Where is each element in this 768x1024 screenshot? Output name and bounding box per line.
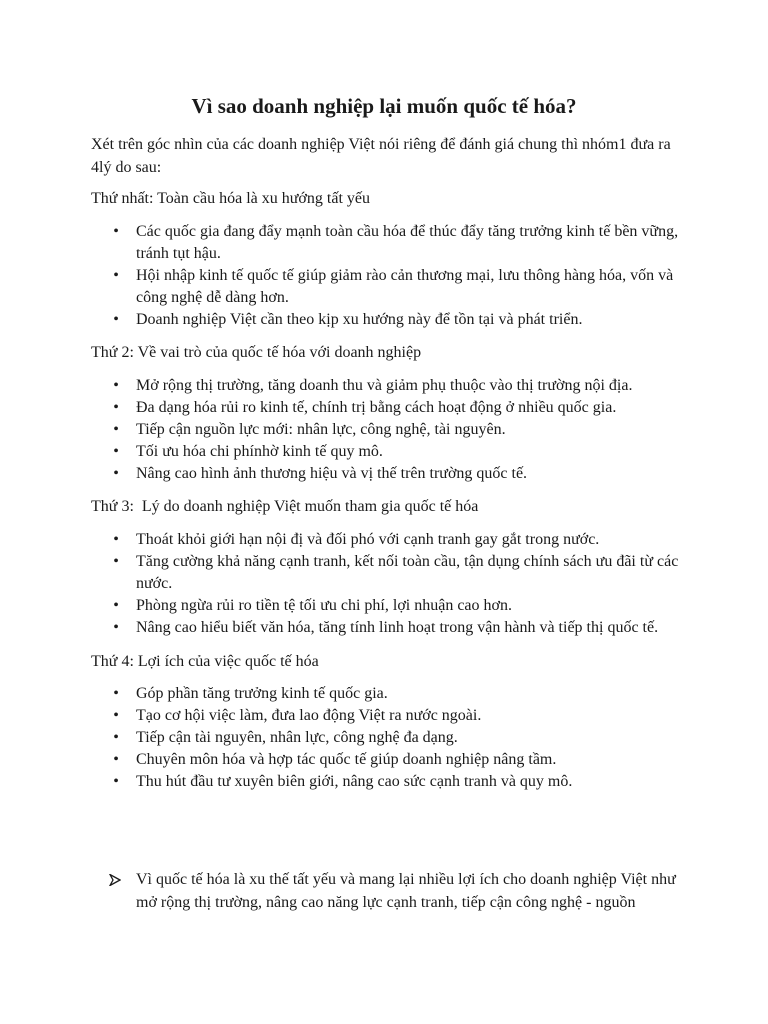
intro-paragraph: Xét trên góc nhìn của các doanh nghiệp Việt nói riêng để đánh giá chung thì nhóm1 đưa ra 4lý do sau:	[91, 136, 671, 176]
bullet-icon: •	[113, 421, 119, 438]
list-item	[91, 551, 681, 595]
document-title: Vì sao doanh nghiệp lại muốn quốc tế hóa?	[191, 94, 577, 118]
list-item	[91, 683, 681, 705]
list-item	[91, 727, 681, 749]
list-item	[91, 617, 681, 639]
list-item	[91, 221, 681, 265]
section-2-list	[91, 375, 681, 485]
list-item-text: Góp phần tăng trưởng kinh tế quốc gia.	[136, 685, 388, 702]
list-item	[91, 419, 681, 441]
bullet-icon: •	[113, 267, 119, 284]
bullet-icon: •	[113, 707, 119, 724]
bullet-icon: •	[113, 773, 119, 790]
list-item	[91, 397, 681, 419]
list-item-text: Đa dạng hóa rủi ro kinh tế, chính trị bằng cách hoạt động ở nhiều quốc gia.	[136, 399, 617, 416]
list-item	[91, 771, 681, 793]
bullet-icon: •	[113, 443, 119, 460]
list-item-text: Mở rộng thị trường, tăng doanh thu và giảm phụ thuộc vào thị trường nội địa.	[136, 377, 633, 394]
bullet-icon: •	[113, 223, 119, 240]
list-item-text: Tối ưu hóa chi phínhờ kinh tế quy mô.	[136, 443, 383, 460]
conclusion-list	[91, 868, 691, 914]
section-3-list	[91, 529, 681, 639]
section-heading-4: Thứ 4: Lợi ích của việc quốc tế hóa	[91, 653, 319, 670]
list-item	[91, 309, 681, 331]
bullet-icon: •	[113, 377, 119, 394]
list-item	[91, 375, 681, 397]
bullet-icon: •	[113, 619, 119, 636]
list-item-text: Nâng cao hình ảnh thương hiệu và vị thế trên trường quốc tế.	[136, 465, 528, 482]
list-item	[91, 265, 681, 309]
arrowhead-bullet-icon	[109, 874, 121, 886]
list-item-text: Tiếp cận nguồn lực mới: nhân lực, công nghệ, tài nguyên.	[136, 421, 506, 438]
list-item	[91, 463, 681, 485]
section-4-list	[91, 683, 681, 793]
bullet-icon: •	[113, 553, 119, 570]
list-item-text: Chuyên môn hóa và hợp tác quốc tế giúp doanh nghiệp nâng tầm.	[136, 751, 557, 768]
list-item-text: Tạo cơ hội việc làm, đưa lao động Việt ra nước ngoài.	[136, 707, 482, 724]
bullet-icon: •	[113, 311, 119, 328]
bullet-icon: •	[113, 399, 119, 416]
bullet-icon: •	[113, 729, 119, 746]
list-item-text: Doanh nghiệp Việt cần theo kịp xu hướng này để tồn tại và phát triển.	[136, 311, 583, 328]
section-heading-1: Thứ nhất: Toàn cầu hóa là xu hướng tất yếu	[91, 190, 370, 207]
bullet-icon: •	[113, 685, 119, 702]
list-item-text: Thu hút đầu tư xuyên biên giới, nâng cao sức cạnh tranh và quy mô.	[136, 773, 573, 790]
list-item-text: Hội nhập kinh tế quốc tế giúp giảm rào cản thương mại, lưu thông hàng hóa, vốn và công nghệ dễ dàng hơn.	[136, 267, 674, 306]
section-heading-2: Thứ 2: Về vai trò của quốc tế hóa với doanh nghiệp	[91, 344, 422, 361]
list-item	[91, 749, 681, 771]
bullet-icon: •	[113, 531, 119, 548]
list-item-text: Tăng cường khả năng cạnh tranh, kết nối toàn cầu, tận dụng chính sách ưu đãi từ các nước.	[136, 553, 679, 592]
bullet-icon: •	[113, 597, 119, 614]
list-item	[91, 595, 681, 617]
bullet-icon: •	[113, 751, 119, 768]
conclusion-text: Vì quốc tế hóa là xu thế tất yếu và mang lại nhiều lợi ích cho doanh nghiệp Việt như mở rộng thị trường, nâng cao năng lực cạnh tranh, tiếp cận công nghệ - nguồn	[136, 871, 676, 911]
list-item	[91, 705, 681, 727]
list-item	[91, 529, 681, 551]
list-item-text: Thoát khỏi giới hạn nội đị và đối phó với cạnh tranh gay gắt trong nước.	[136, 531, 600, 548]
list-item-text: Tiếp cận tài nguyên, nhân lực, công nghệ đa dạng.	[136, 729, 458, 746]
list-item-text: Nâng cao hiểu biết văn hóa, tăng tính linh hoạt trong vận hành và tiếp thị quốc tế.	[136, 619, 659, 636]
bullet-icon: •	[113, 465, 119, 482]
list-item	[91, 441, 681, 463]
section-1-list	[91, 221, 681, 331]
conclusion-item	[91, 868, 691, 914]
section-heading-3: Thứ 3: Lý do doanh nghiệp Việt muốn tham gia quốc tế hóa	[91, 498, 479, 515]
list-item-text: Phòng ngừa rủi ro tiền tệ tối ưu chi phí, lợi nhuận cao hơn.	[136, 597, 512, 614]
list-item-text: Các quốc gia đang đẩy mạnh toàn cầu hóa để thúc đẩy tăng trưởng kinh tế bền vững, tránh tụt hậu.	[136, 223, 679, 262]
